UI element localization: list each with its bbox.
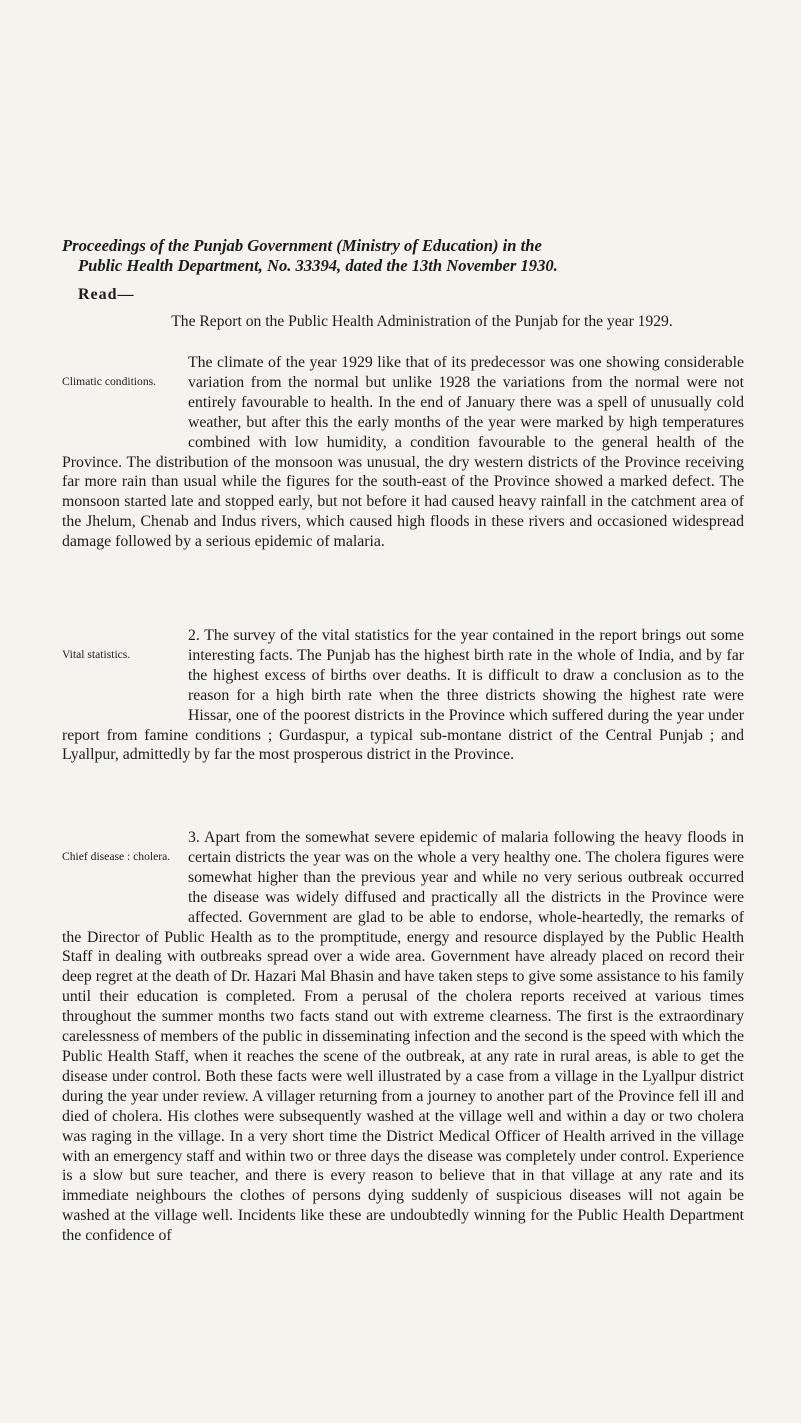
paragraph-climatic-conditions — [62, 353, 744, 552]
report-subject: The Report on the Public Health Administration of the Punjab for the year 1929. — [171, 313, 673, 330]
paragraph-text: 3. Apart from the somewhat severe epidemic of malaria following the heavy floods in certain districts the year was on the whole a very healthy one. The cholera figures were somewhat higher than the previous year and while no very serious outbreak occurred the disease was widely diffused and practically all the districts in the Province were affected. Government are glad to be able to endorse, whole-heartedly, the remarks of the Director of Public Health as to the promptitude, energy and resource displayed by the Public Health Staff in dealing with outbreaks spread over a wide area. Government have already placed on record their deep regret at the death of Dr. Hazari Mal Bhasin and have taken steps to give some assistance to his family until their education is completed. From a perusal of the cholera reports received at various times throughout the summer months two facts stand out with extreme clearness. The first is the extraordinary carelessness of members of the public in disseminating infection and the second is the speed with which the Public Health Staff, when it reaches the scene of the outbreak, at any rate in rural areas, is able to get the disease under control. Both these facts were well illustrated by a case from a village in the Lyallpur district during the year under review. A villager returning from a journey to another part of the Province fell ill and died of cholera. His clothes were subsequently washed at the village well and within a day or two cholera was raging in the village. In a very short time the District Medical Officer of Health arrived in the village with an emergency staff and within two or three days the disease was completely under control. Experience is a slow but sure teacher, and there is every reason to believe that in that village at any rate and its immediate neighbours the clothes of persons dying suddenly of suspicious diseases will not again be washed at the village well. Incidents like these are undoubtedly winning for the Public Health Department the confidence of — [62, 829, 744, 1245]
read-label: Read— — [78, 286, 135, 303]
document-heading — [62, 236, 762, 276]
paragraph-text: 2. The survey of the vital statistics for the year contained in the report brings out some interesting facts. The Punjab has the highest birth rate in the whole of India, and by far the highest excess of births over deaths. It is difficult to draw a conclusion as to the reason for a high birth rate when the three districts showing the highest rate were Hissar, one of the poorest districts in the Province which suffered during the year under report from famine conditions ; Gurdaspur, a typical sub-montane district of the Central Punjab ; and Lyallpur, admittedly by far the most prosperous district in the Province. — [62, 627, 744, 764]
heading-line-2: Public Health Department, No. 33394, dated the 13th November 1930. — [78, 256, 558, 275]
side-note: Vital statistics. — [62, 648, 131, 661]
side-note: Climatic conditions. — [62, 375, 157, 388]
paragraph-vital-statistics — [62, 626, 744, 765]
paragraph-text: The climate of the year 1929 like that of its predecessor was one showing considerable variation from the normal but unlike 1928 the variations from the normal were not entirely favourable to health. In the end of January there was a spell of unusually cold weather, but after this the early months of the year were marked by high temperatures combined with low humidity, a condition favourable to the general health of the Province. The distribution of the monsoon was unusual, the dry western districts of the Province receiving far more rain than usual while the figures for the south-east of the Province showed a marked defect. The monsoon started late and stopped early, but not before it had caused heavy rainfall in the catchment area of the Jhelum, Chenab and Indus rivers, which caused high floods in these rivers and occasioned widespread damage followed by a serious epidemic of malaria. — [62, 354, 744, 551]
side-note: Chief disease : cholera. — [62, 850, 171, 863]
heading-line-1: Proceedings of the Punjab Government (Ministry of Education) in the — [62, 236, 542, 255]
paragraph-chief-disease — [62, 828, 744, 1246]
